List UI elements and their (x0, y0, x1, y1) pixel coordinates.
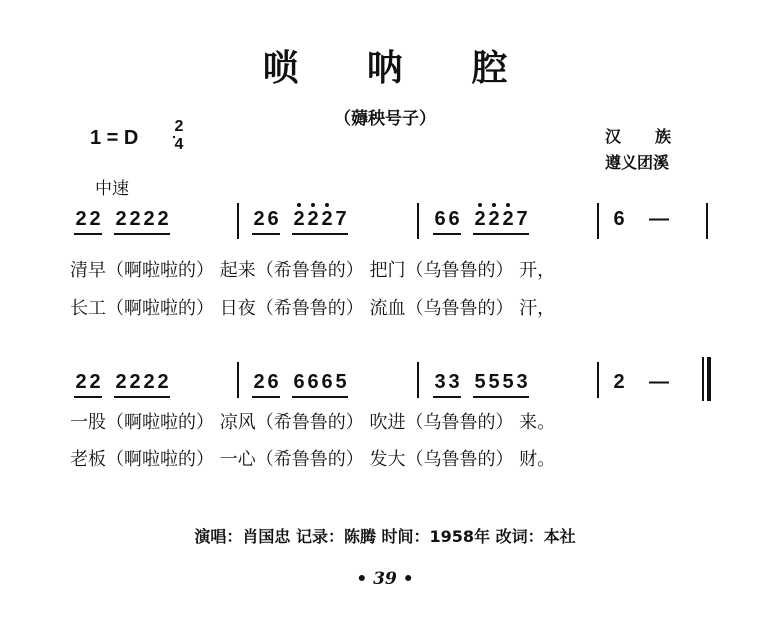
time-signature-bottom: 4 (174, 136, 184, 153)
note: 2 (253, 208, 265, 230)
note: 5 (488, 371, 500, 393)
beam-underline (114, 396, 170, 398)
tempo-marking: 中速 (95, 179, 129, 199)
lyrics-verse-2a: 一股（啊啦啦的） 凉风（希鲁鲁的） 吹进（乌鲁鲁的） 来。 (70, 412, 556, 433)
key-signature: 1 = D (90, 127, 139, 149)
note-group (473, 371, 529, 394)
notation-row-1 (0, 208, 770, 238)
beam-underline (252, 396, 280, 398)
note: 2 (129, 208, 141, 230)
note-group (433, 371, 461, 394)
song-title: 唢 呐 腔 (262, 47, 536, 89)
note: 2 (157, 371, 169, 393)
measure (252, 208, 348, 231)
note: 5 (474, 371, 486, 393)
note-group (114, 371, 170, 394)
barline (706, 203, 708, 239)
measure (252, 371, 348, 394)
note: 6 (613, 208, 625, 230)
note: 6 (434, 208, 446, 230)
beam-underline (252, 233, 280, 235)
note: 6 (448, 208, 460, 230)
beam-underline (74, 233, 102, 235)
note-group (114, 208, 170, 231)
beam-underline (292, 233, 348, 235)
beam-underline (433, 233, 461, 235)
barline (417, 362, 419, 398)
note: 3 (516, 371, 528, 393)
barline (237, 203, 239, 239)
barline (597, 362, 599, 398)
time-signature-top: 2 (174, 118, 184, 135)
time-signature-bar (173, 136, 175, 138)
note-group (252, 371, 280, 394)
note-group (252, 208, 280, 231)
note: 2 (143, 208, 155, 230)
note: 2 (75, 371, 87, 393)
note: 6 (293, 371, 305, 393)
note: 2 (502, 208, 514, 230)
origin-place: 遵义团溪 (605, 153, 670, 172)
note: 6 (307, 371, 319, 393)
notation-row-2 (0, 371, 770, 401)
note-group (74, 208, 102, 231)
note: 2 (613, 371, 625, 393)
note: 2 (293, 208, 305, 230)
note: 2 (321, 208, 333, 230)
extension-dash: — (649, 208, 669, 230)
final-barline-thick (707, 357, 711, 401)
note: 7 (516, 208, 528, 230)
note: 2 (253, 371, 265, 393)
note: 2 (115, 371, 127, 393)
note-group (292, 371, 348, 394)
barline (237, 362, 239, 398)
measure (612, 371, 674, 394)
note-group (292, 208, 348, 231)
beam-underline (292, 396, 348, 398)
measure (612, 208, 674, 231)
lyrics-verse-1a: 清早（啊啦啦的） 起来（希鲁鲁的） 把门（乌鲁鲁的） 开， (70, 260, 556, 281)
note: 2 (89, 371, 101, 393)
note: 7 (335, 208, 347, 230)
beam-underline (433, 396, 461, 398)
note: 5 (335, 371, 347, 393)
note: 2 (157, 208, 169, 230)
beam-underline (114, 233, 170, 235)
note: 2 (75, 208, 87, 230)
measure (433, 208, 529, 231)
page-number: • 39 • (356, 569, 414, 589)
note-group (612, 371, 674, 394)
song-subtitle: （薅秧号子） (334, 109, 436, 129)
beam-underline (74, 396, 102, 398)
note: 2 (89, 208, 101, 230)
measure (433, 371, 529, 394)
note-group (433, 208, 461, 231)
measure (74, 208, 170, 231)
note: 2 (474, 208, 486, 230)
measure (74, 371, 170, 394)
note: 6 (267, 371, 279, 393)
barline (417, 203, 419, 239)
note: 6 (321, 371, 333, 393)
note: 2 (143, 371, 155, 393)
credits: 演唱：肖国忠 记录：陈腾 时间：1958年 改词：本社 (194, 527, 576, 546)
origin-ethnicity: 汉族 (605, 127, 706, 146)
time-signature (172, 118, 186, 154)
lyrics-verse-2b: 老板（啊啦啦的） 一心（希鲁鲁的） 发大（乌鲁鲁的） 财。 (70, 449, 556, 470)
note: 2 (488, 208, 500, 230)
extension-dash: — (649, 371, 669, 393)
note: 2 (115, 208, 127, 230)
beam-underline (473, 233, 529, 235)
note-group (473, 208, 529, 231)
note: 6 (267, 208, 279, 230)
note: 2 (129, 371, 141, 393)
final-barline-thin (702, 357, 704, 401)
note: 3 (434, 371, 446, 393)
barline (597, 203, 599, 239)
note-group (74, 371, 102, 394)
note: 5 (502, 371, 514, 393)
beam-underline (473, 396, 529, 398)
lyrics-verse-1b: 长工（啊啦啦的） 日夜（希鲁鲁的） 流血（乌鲁鲁的） 汗， (70, 298, 556, 319)
note-group (612, 208, 674, 231)
note: 2 (307, 208, 319, 230)
note: 3 (448, 371, 460, 393)
